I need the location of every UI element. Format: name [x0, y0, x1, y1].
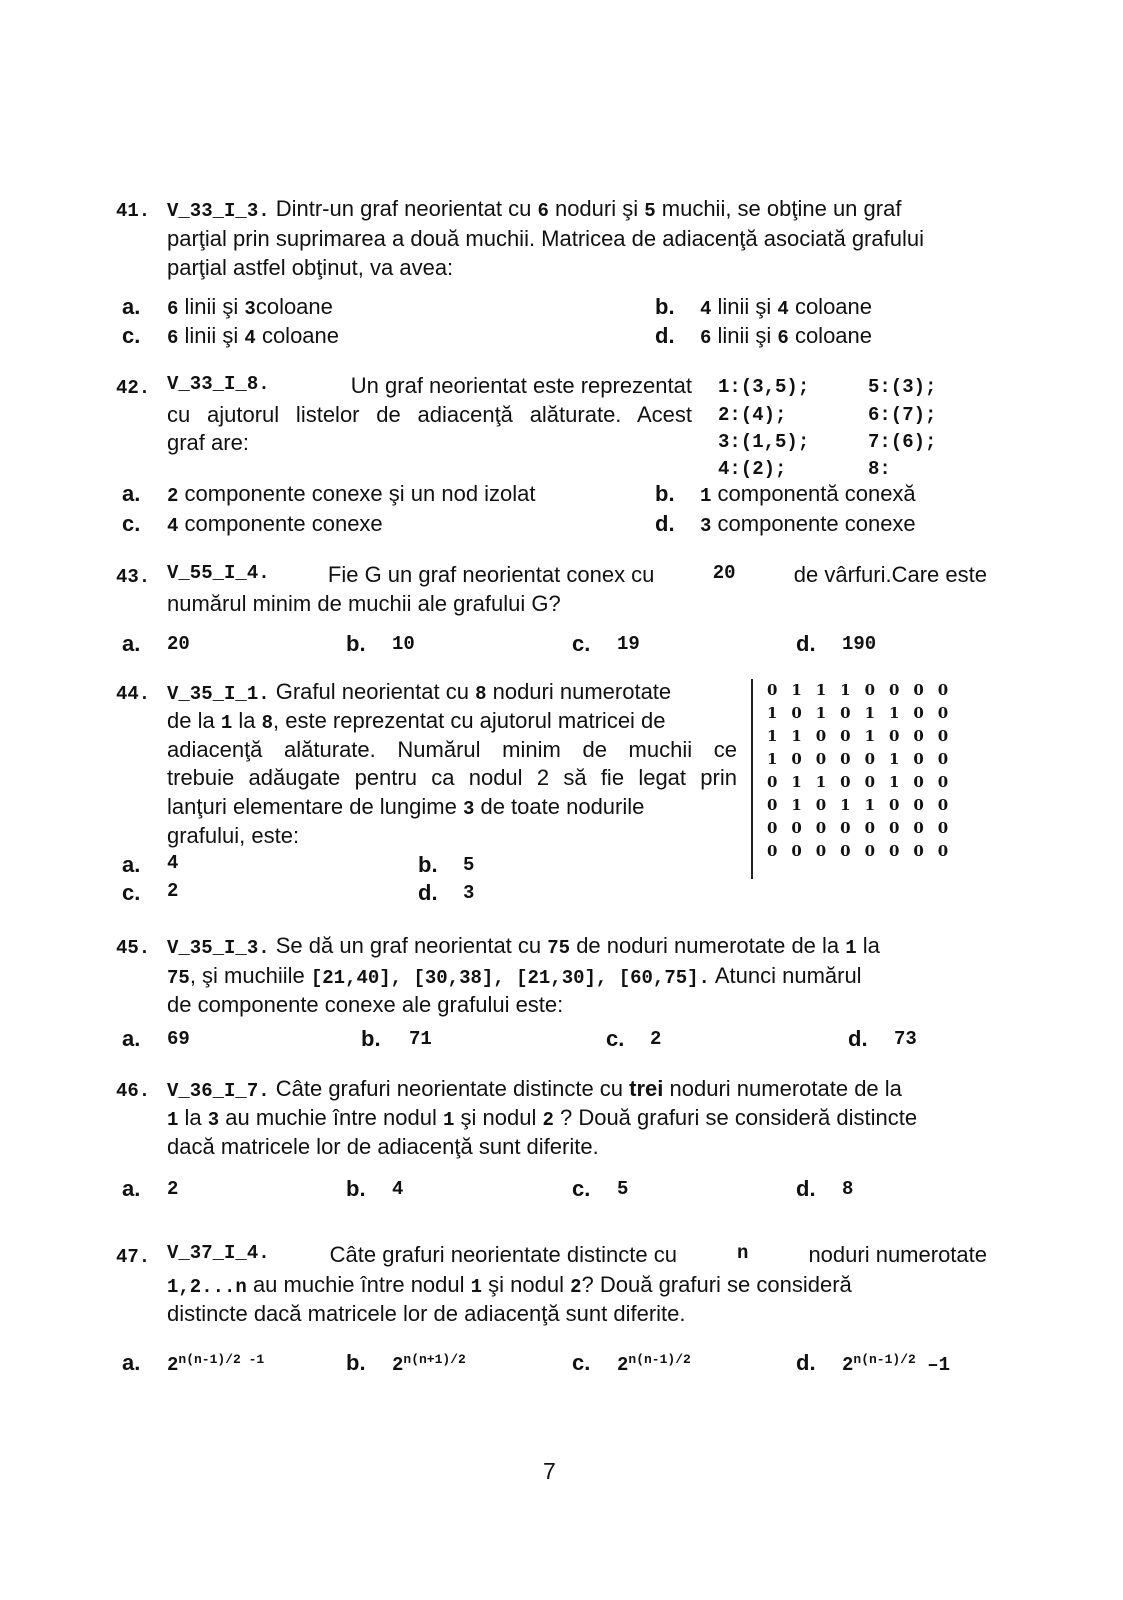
option-b[interactable]: 5 — [463, 854, 475, 876]
option-b[interactable]: 4 linii şi 4 coloane — [700, 294, 873, 320]
matrix-cell: 0 — [840, 727, 851, 745]
matrix-cell: 0 — [840, 773, 851, 791]
question-text-line: V_35_I_3. Se dă un graf neorientat cu 75 de noduri numerotate de la 1 la — [167, 933, 880, 959]
option-a[interactable]: 2 — [167, 1178, 179, 1200]
question-text-line: de la 1 la 8, este reprezentat cu ajutorul matricei de — [167, 708, 666, 734]
adjacency-list: 5:(3); — [868, 376, 937, 398]
matrix-cell: 0 — [913, 704, 924, 722]
option-label: a. — [122, 631, 141, 656]
option-a[interactable]: 69 — [167, 1028, 190, 1050]
option-a[interactable]: 2 componente conexe şi un nod izolat — [167, 481, 536, 507]
matrix-cell: 0 — [840, 750, 851, 768]
option-label: c. — [572, 1176, 591, 1201]
option-label: d. — [796, 631, 816, 656]
option-b[interactable]: $2^{n(n+1)/2}$ — [392, 1352, 466, 1376]
option-label: b. — [655, 294, 675, 319]
option-d[interactable]: 3 componente conexe — [700, 511, 916, 537]
adjacency-list: 6:(7); — [868, 404, 937, 426]
option-d[interactable]: 3 — [463, 882, 475, 904]
matrix-cell: 0 — [864, 842, 875, 860]
question-text-line: V_36_I_7. Câte grafuri neorientate distincte cu trei noduri numerotate de la — [167, 1076, 902, 1102]
option-label: a. — [122, 852, 141, 877]
matrix-cell: 0 — [864, 819, 875, 837]
option-label: b. — [418, 852, 438, 877]
matrix-cell: 1 — [864, 704, 875, 722]
matrix-cell: 0 — [937, 819, 949, 837]
option-label: b. — [346, 1350, 366, 1375]
question-number: 41. — [116, 200, 151, 222]
matrix-cell: 0 — [913, 819, 924, 837]
matrix-cell: 1 — [767, 704, 778, 722]
matrix-cell: 0 — [864, 681, 875, 699]
matrix-cell: 0 — [791, 842, 802, 860]
option-c[interactable]: 2 — [167, 880, 179, 902]
question-text-line: 75, şi muchiile [21,40], [30,38], [21,30], [60,75]. Atunci numărul — [167, 963, 862, 989]
matrix-cell: 0 — [913, 773, 924, 791]
question-text-line: parţial prin suprimarea a două muchii. Matricea de adiacenţă asociată grafului — [167, 226, 924, 251]
option-a[interactable]: $2^{n(n-1)/2}$ $^{-1}$ — [167, 1352, 265, 1376]
question-text-line: distincte dacă matricele lor de adiacenţă sunt diferite. — [167, 1301, 686, 1326]
question-text-line: V_55_I_4. Fie G un graf neorientat conex cu 20 de vârfuri.Care este — [167, 562, 987, 587]
matrix-cell: 0 — [937, 704, 949, 722]
option-d[interactable]: $2^{n(n-1)/2}$ –1 — [842, 1352, 951, 1376]
question-text-line: adiacenţă alăturate. Numărul minim de muchii ce — [167, 737, 737, 762]
option-label: a. — [122, 1350, 141, 1375]
question-text-line: parţial astfel obţinut, va avea: — [167, 255, 454, 280]
question-code: V_33_I_3. — [167, 200, 270, 222]
option-a[interactable]: 6 linii şi 3coloane — [167, 294, 333, 320]
question-code: V_33_I_8. — [167, 373, 270, 395]
question-text-line: de componente conexe ale grafului este: — [167, 992, 564, 1017]
option-d[interactable]: 6 linii şi 6 coloane — [700, 323, 873, 349]
option-a[interactable]: 20 — [167, 633, 190, 655]
question-text-line: V_33_I_3. Dintr-un graf neorientat cu 6 noduri şi 5 muchii, se obţine un graf — [167, 196, 902, 222]
question-number: 46. — [116, 1080, 151, 1102]
question-text-line: trebuie adăugate pentru ca nodul 2 să fie legat prin — [167, 765, 737, 790]
matrix-cell: 0 — [767, 819, 778, 837]
matrix-cell: 0 — [913, 796, 924, 814]
matrix-cell: 1 — [864, 727, 875, 745]
matrix-cell: 1 — [840, 796, 851, 814]
matrix-cell: 0 — [840, 704, 851, 722]
matrix-cell: 0 — [937, 842, 949, 860]
option-label: c. — [572, 1350, 591, 1375]
question-code: V_35_I_1. — [167, 683, 270, 705]
matrix-cell: 0 — [767, 773, 778, 791]
matrix-cell: 0 — [815, 750, 827, 768]
matrix-cell: 0 — [791, 819, 802, 837]
question-text-line: V_35_I_1. Graful neorientat cu 8 noduri numerotate — [167, 679, 672, 705]
matrix-cell: 1 — [791, 727, 802, 745]
matrix-cell: 0 — [888, 796, 900, 814]
matrix-row — [767, 819, 962, 837]
question-number: 43. — [116, 566, 151, 588]
matrix-cell: 0 — [815, 842, 827, 860]
question-number: 44. — [116, 683, 151, 705]
question-text-line: 1,2...n au muchie între nodul 1 şi nodul 2? Două grafuri se consideră — [167, 1272, 852, 1298]
matrix-cell: 0 — [840, 842, 851, 860]
matrix-cell: 0 — [815, 796, 827, 814]
option-label: a. — [122, 1026, 141, 1051]
option-label: d. — [796, 1176, 816, 1201]
matrix-cell: 0 — [888, 727, 900, 745]
matrix-cell: 0 — [767, 681, 778, 699]
matrix-cell: 0 — [937, 750, 949, 768]
option-d[interactable]: 190 — [842, 633, 877, 655]
question-text-line: V_33_I_8. Un graf neorientat este reprezentat — [167, 373, 692, 398]
option-label: b. — [346, 1176, 366, 1201]
matrix-cell: 0 — [937, 681, 949, 699]
matrix-cell: 1 — [815, 704, 827, 722]
option-b[interactable]: 10 — [392, 633, 415, 655]
question-text-line: dacă matricele lor de adiacenţă sunt diferite. — [167, 1134, 599, 1159]
option-label: d. — [655, 511, 675, 536]
matrix-cell: 0 — [888, 681, 900, 699]
matrix-row — [767, 842, 962, 860]
matrix-cell: 1 — [791, 681, 802, 699]
option-c[interactable]: 4 componente conexe — [167, 511, 383, 537]
page-number: 7 — [543, 1458, 556, 1484]
matrix-cell: 0 — [888, 842, 900, 860]
adjacency-list: 7:(6); — [868, 431, 937, 453]
option-c[interactable]: 19 — [617, 633, 640, 655]
option-label: c. — [122, 880, 141, 905]
matrix-row — [767, 750, 962, 768]
matrix-cell: 1 — [815, 773, 827, 791]
matrix-cell: 1 — [767, 750, 778, 768]
option-label: d. — [848, 1026, 868, 1051]
option-d[interactable]: 8 — [842, 1178, 854, 1200]
question-code: V_35_I_3. — [167, 937, 270, 959]
matrix-cell: 1 — [840, 681, 851, 699]
question-text-line: numărul minim de muchii ale grafului G? — [167, 591, 561, 616]
option-label: a. — [122, 294, 141, 319]
matrix-cell: 1 — [888, 773, 900, 791]
option-label: a. — [122, 1176, 141, 1201]
option-c[interactable]: 5 — [617, 1178, 629, 1200]
question-text-line: graf are: — [167, 430, 249, 455]
option-label: b. — [346, 631, 366, 656]
option-a[interactable]: 4 — [167, 852, 179, 874]
question-text-line: V_37_I_4. Câte grafuri neorientate distincte cu n noduri numerotate — [167, 1242, 987, 1267]
matrix-cell: 0 — [767, 796, 778, 814]
question-text-line: 1 la 3 au muchie între nodul 1 şi nodul 2 ? Două grafuri se consideră distincte — [167, 1105, 918, 1131]
question-number: 47. — [116, 1246, 151, 1268]
adjacency-list: 2:(4); — [718, 404, 787, 426]
matrix-cell: 0 — [913, 727, 924, 745]
adjacency-list: 1:(3,5); — [718, 376, 810, 398]
matrix-cell: 0 — [913, 750, 924, 768]
matrix-row — [767, 773, 962, 791]
option-label: b. — [655, 481, 675, 506]
question-code: V_37_I_4. — [167, 1242, 270, 1264]
option-b[interactable]: 71 — [409, 1028, 432, 1050]
matrix-cell: 1 — [888, 704, 900, 722]
option-label: d. — [796, 1350, 816, 1375]
matrix-cell: 0 — [815, 727, 827, 745]
option-label: a. — [122, 481, 141, 506]
question-text-line: cu ajutorul listelor de adiacenţă alăturate. Acest — [167, 402, 692, 427]
matrix-cell: 0 — [767, 842, 778, 860]
question-number: 45. — [116, 937, 151, 959]
matrix-cell: 1 — [864, 796, 875, 814]
matrix-cell: 0 — [791, 704, 802, 722]
option-label: b. — [361, 1026, 381, 1051]
option-label: c. — [606, 1026, 625, 1051]
adjacency-matrix — [751, 679, 949, 879]
matrix-cell: 0 — [840, 819, 851, 837]
option-c[interactable]: 2 — [650, 1028, 662, 1050]
matrix-cell: 1 — [791, 796, 802, 814]
matrix-cell: 0 — [864, 750, 875, 768]
matrix-cell: 0 — [913, 681, 924, 699]
option-label: c. — [122, 323, 141, 348]
question-text-line: grafului, este: — [167, 823, 300, 848]
option-label: c. — [572, 631, 591, 656]
option-c[interactable]: $2^{n(n-1)/2}$ — [617, 1352, 691, 1376]
option-c[interactable]: 6 linii şi 4 coloane — [167, 323, 340, 349]
matrix-row — [767, 704, 962, 722]
option-b[interactable]: 4 — [392, 1178, 404, 1200]
matrix-cell: 0 — [815, 819, 827, 837]
matrix-cell: 0 — [791, 750, 802, 768]
matrix-cell: 1 — [888, 750, 900, 768]
matrix-cell: 0 — [888, 819, 900, 837]
matrix-cell: 1 — [767, 727, 778, 745]
matrix-cell: 0 — [937, 727, 949, 745]
question-text-line: lanţuri elementare de lungime 3 de toate nodurile — [167, 794, 645, 820]
matrix-cell: 0 — [937, 796, 949, 814]
option-b[interactable]: 1 componentă conexă — [700, 481, 916, 507]
matrix-cell: 0 — [864, 773, 875, 791]
option-d[interactable]: 73 — [894, 1028, 917, 1050]
question-code: V_36_I_7. — [167, 1080, 270, 1102]
matrix-cell: 0 — [913, 842, 924, 860]
option-label: c. — [122, 511, 141, 536]
matrix-row — [767, 681, 962, 699]
matrix-row — [767, 727, 962, 745]
matrix-row — [767, 796, 962, 814]
matrix-cell: 0 — [937, 773, 949, 791]
option-label: d. — [418, 880, 438, 905]
question-code: V_55_I_4. — [167, 562, 270, 584]
matrix-cell: 1 — [815, 681, 827, 699]
question-number: 42. — [116, 377, 151, 399]
adjacency-list: 3:(1,5); — [718, 431, 810, 453]
matrix-cell: 1 — [791, 773, 802, 791]
adjacency-list: 4:(2); — [718, 458, 787, 480]
option-label: d. — [655, 323, 675, 348]
adjacency-list: 8: — [868, 458, 891, 480]
